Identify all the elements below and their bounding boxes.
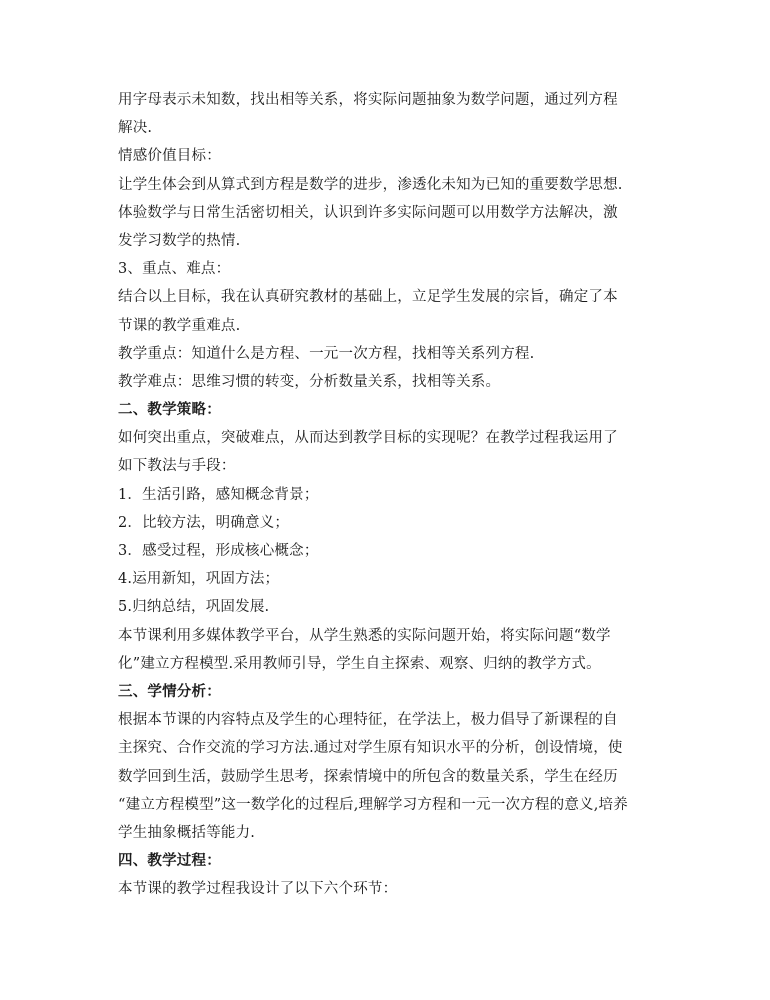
text-line: 教学难点：思维习惯的转变，分析数量关系，找相等关系。 bbox=[118, 373, 501, 390]
list-item: 3．感受过程，形成核心概念； bbox=[118, 543, 319, 559]
list-item: 4.运用新知，巩固方法； bbox=[118, 571, 280, 588]
section-heading: 二、教学策略： bbox=[118, 401, 221, 419]
text-line: 化”建立方程模型.采用教师引导，学生自主探索、观察、归纳的教学方式。 bbox=[118, 655, 601, 672]
list-item: 5.归纳总结，巩固发展. bbox=[118, 599, 270, 616]
section-heading: 三、学情分析： bbox=[118, 682, 221, 700]
list-item: 2．比较方法，明确意义； bbox=[118, 514, 290, 531]
subheading-line: 情感价值目标： bbox=[118, 148, 221, 165]
document-body bbox=[118, 86, 658, 903]
text-line: 如下教法与手段： bbox=[118, 458, 236, 475]
text-line: 发学习数学的热情. bbox=[118, 232, 241, 249]
text-line: 体验数学与日常生活密切相关，认识到许多实际问题可以用数学方法解决，激 bbox=[118, 204, 618, 221]
text-line: 数学回到生活，鼓励学生思考，探索情境中的所包含的数量关系，学生在经历 bbox=[118, 768, 618, 785]
text-line: 主探究、合作交流的学习方法.通过对学生原有知识水平的分析，创设情境，使 bbox=[118, 740, 623, 757]
text-line: 用字母表示未知数，找出相等关系，将实际问题抽象为数学问题，通过列方程 bbox=[118, 92, 618, 108]
text-line: “建立方程模型”这一数学化的过程后,理解学习方程和一元一次方程的意义,培养 bbox=[118, 796, 628, 813]
section-heading: 四、教学过程： bbox=[118, 852, 221, 870]
text-line: 本节课的教学过程我设计了以下六个环节： bbox=[118, 881, 398, 898]
subheading-line: 3、重点、难点： bbox=[118, 261, 231, 278]
text-line: 本节课利用多媒体教学平台，从学生熟悉的实际问题开始，将实际问题“数学 bbox=[118, 627, 611, 644]
text-line: 如何突出重点，突破难点，从而达到教学目标的实现呢？在教学过程我运用了 bbox=[118, 430, 618, 447]
text-line: 解决. bbox=[118, 120, 153, 137]
text-line: 教学重点：知道什么是方程、一元一次方程，找相等关系列方程. bbox=[118, 345, 535, 362]
text-line: 节课的教学重难点. bbox=[118, 317, 241, 334]
text-line: 根据本节课的内容特点及学生的心理特征，在学法上，极力倡导了新课程的自 bbox=[118, 712, 618, 729]
text-line: 结合以上目标，我在认真研究教材的基础上，立足学生发展的宗旨，确定了本 bbox=[118, 289, 618, 306]
text-line: 学生抽象概括等能力. bbox=[118, 824, 256, 841]
text-line: 让学生体会到从算式到方程是数学的进步，渗透化未知为已知的重要数学思想. bbox=[118, 176, 623, 193]
list-item: 1．生活引路，感知概念背景； bbox=[118, 486, 319, 503]
